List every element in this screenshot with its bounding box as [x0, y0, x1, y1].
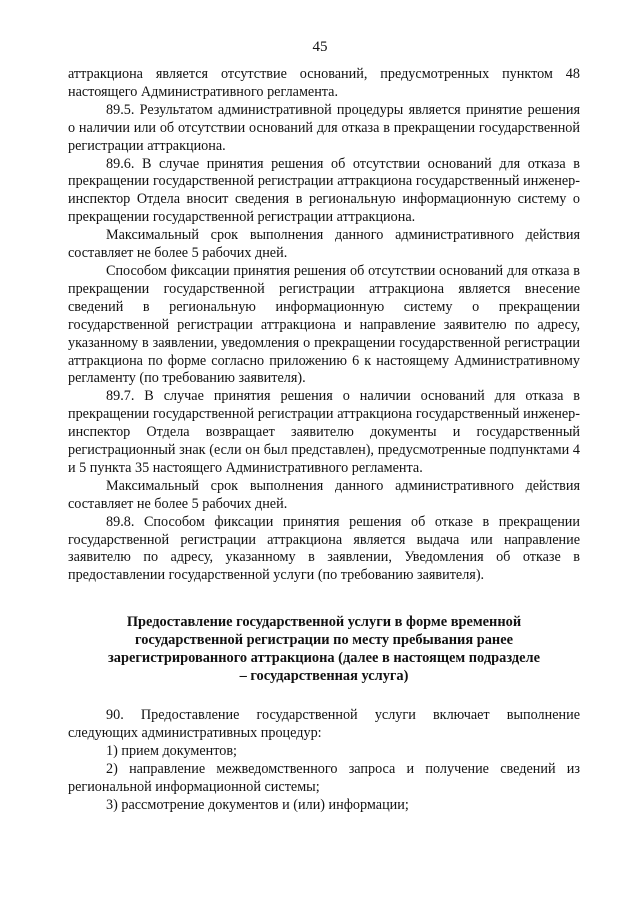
- procedure-item: 3) рассмотрение документов и (или) информации;: [106, 796, 409, 813]
- section-heading: Предоставление государственной услуги в форме временной государственной регистрации по месту пребывания ранее зарегистрированного аттракциона (далее в настоящем подразделе – государственная услуга): [108, 614, 540, 685]
- paragraph-89-6: 89.6. В случае принятия решения об отсутствии оснований для отказа в прекращении государственной регистрации аттракциона государственный инженер-инспектор Отдела вносит сведения в региональную информационную систему о прекращении государственной регистрации аттракциона.: [68, 155, 580, 226]
- page-number: 45: [312, 39, 328, 55]
- paragraph-89-5: 89.5. Результатом административной процедуры является принятие решения о наличии или об отсутствии оснований для отказа в прекращении государственной регистрации аттракциона.: [68, 101, 580, 154]
- paragraph-deadline-1: Максимальный срок выполнения данного административного действия составляет не более 5 рабочих дней.: [68, 227, 580, 262]
- paragraph-89-8: 89.8. Способом фиксации принятия решения об отказе в прекращении государственной регистрации аттракциона является выдача или направление заявителю по адресу, указанному в заявлении, Уведомления об отказе в предоставлении государственной услуги (по требованию заявителя).: [68, 513, 580, 584]
- document-body: [68, 66, 580, 815]
- paragraph-continuation: аттракциона является отсутствие оснований, предусмотренных пунктом 48 настоящего Административного регламента.: [68, 66, 580, 100]
- procedure-item: 1) прием документов;: [106, 743, 237, 760]
- paragraph-fixation-1: Способом фиксации принятия решения об отсутствии оснований для отказа в прекращении государственной регистрации аттракциона является внесение сведений в региональную информационную систему о прекращении государственной регистрации аттракциона и направление заявителю по адресу, указанному в заявлении, уведомления о прекращении государственной регистрации аттракциона по форме согласно приложению 6 к настоящему Административному регламенту (по требованию заявителя).: [68, 262, 580, 387]
- procedure-item: 2) направление межведомственного запроса и получение сведений из региональной информационной системы;: [68, 761, 580, 795]
- paragraph-deadline-2: Максимальный срок выполнения данного административного действия составляет не более 5 рабочих дней.: [68, 477, 580, 512]
- paragraph-89-7: 89.7. В случае принятия решения о наличии оснований для отказа в прекращении государственной регистрации аттракциона государственный инженер-инспектор Отдела возвращает заявителю документы и государственный регистрационный знак (если он был представлен), предусмотренные подпунктами 4 и 5 пункта 35 настоящего Административного регламента.: [68, 388, 580, 476]
- paragraph-90: 90. Предоставление государственной услуги включает выполнение следующих административных процедур:: [68, 707, 580, 742]
